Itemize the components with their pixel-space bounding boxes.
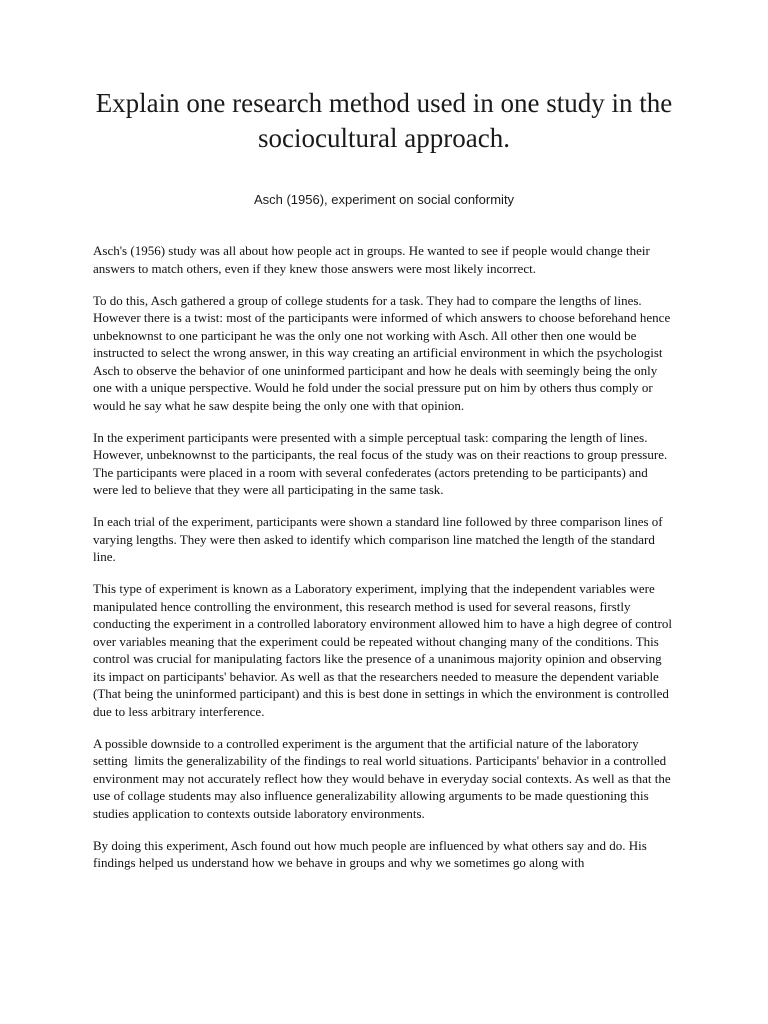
page-subtitle: Asch (1956), experiment on social conformity [253, 192, 515, 207]
page-title: Explain one research method used in one study in the sociocultural approach. [95, 88, 673, 153]
paragraph-3: In the experiment participants were presented with a simple perceptual task: comparing the length of lines. However, unbeknownst to the participants, the real focus of the study was on their reactions to group pressure. The participants were placed in a room with several confederates (actors pretending to be participants) and were led to believe that they were all participating in the same task. [93, 429, 671, 497]
paragraph-5: This type of experiment is known as a Laboratory experiment, implying that the independent variables were manipulated hence controlling the environment, this research method is used for several reasons, firstly conducting the experiment in a controlled laboratory environment allowed him to have a high degree of control over variables meaning that the experiment could be repeated without changing many of the conditions. This control was crucial for manipulating factors like the presence of a unanimous majority opinion and observing its impact on participants' behavior. As well as that the researchers needed to measure the dependent variable (That being the uninformed participant) and this is best done in settings in which the environment is controlled due to less arbitrary interference. [93, 581, 676, 719]
paragraph-6: A possible downside to a controlled experiment is the argument that the artificial nature of the laboratory setting limits the generalizability of the findings to real world situations. Participants' behavior in a controlled environment may not accurately reflect how they would behave in everyday social contexts. As well as that the use of collage students may also influence generalizability allowing arguments to be made questioning this studies application to contexts outside laboratory environments. [93, 735, 674, 821]
document-body [93, 242, 675, 886]
paragraph-7: By doing this experiment, Asch found out how much people are influenced by what others say and do. His findings helped us understand how we behave in groups and why we sometimes go along with [93, 837, 651, 870]
paragraph-2: To do this, Asch gathered a group of college students for a task. They had to compare the lengths of lines. However there is a twist: most of the participants were informed of which answers to choose beforehand hence unbeknownst to one participant he was the only one not working with Asch. All other then one would be instructed to select the wrong answer, in this way creating an artificial environment in which the psychologist Asch to observe the behavior of one uninformed participant and how he deals with seemingly being the only one with a unique perspective. Would he fold under the social pressure put on him by others thus comply or would he say what he saw despite being the only one with that opinion. [93, 292, 674, 413]
paragraph-1: Asch's (1956) study was all about how people act in groups. He wanted to see if people would change their answers to match others, even if they knew those answers were most likely incorrect. [93, 243, 654, 276]
paragraph-4: In each trial of the experiment, participants were shown a standard line followed by three comparison lines of varying lengths. They were then asked to identify which comparison line matched the length of the standard line. [93, 514, 666, 564]
